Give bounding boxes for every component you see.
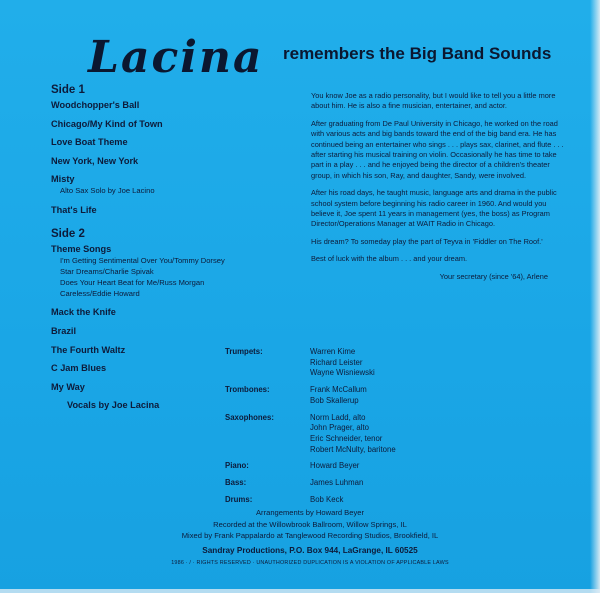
role-label: Trombones: [225,385,270,395]
track-item: C Jam Blues [51,363,107,374]
theme-song-item: Star Dreams/Charlie Spivak [60,266,154,276]
liner-paragraph: Best of luck with the album . . . and your dream. [311,254,468,264]
track-item: Theme Songs [51,244,112,255]
production-credits [160,507,460,570]
role-names [310,461,359,472]
liner-paragraph: After his road days, he taught music, language arts and drama in the public school system before beginning his radio career in 1960. And would you believe it, Joe spent 11 years in management (yes, the boss) as Program Director/Operations Manager at WAIT Radio in Chicago. [311,188,557,229]
album-subtitle: remembers the Big Band Sounds [283,44,552,63]
musician-name: Bob Keck [310,494,344,504]
track-item: Misty [51,174,75,185]
role-label: Saxophones: [225,412,274,422]
legal-notice: 1986 · / · RIGHTS RESERVED · UNAUTHORIZED DUPLICATION IS A VIOLATION OF APPLICABLE LAWS [171,560,449,567]
musician-name: John Prager, alto [310,423,369,433]
theme-song-item: Does Your Heart Beat for Me/Russ Morgan [60,277,205,287]
recording-credit: Recorded at the Willowbrook Ballroom, Willow Springs, IL [213,519,407,529]
arrangements-credit: Arrangements by Howard Beyer [255,508,365,517]
theme-song-item: Careless/Eddie Howard [60,288,140,298]
theme-songs-list [51,256,291,299]
band-personnel [225,347,396,511]
track-item: That's Life [51,205,97,216]
track-note: Alto Sax Solo by Joe Lacino [60,186,155,196]
track-item: Mack the Knife [51,307,116,318]
liner-signature: Your secretary (since '64), Arlene [439,271,548,281]
track-item: Chicago/My Kind of Town [51,118,163,129]
side-2-heading: Side 2 [51,228,85,241]
side-1-heading: Side 1 [51,84,85,96]
personnel-group-trumpets [225,347,396,379]
personnel-group-saxophones [225,413,396,456]
liner-paragraph: After graduating from De Paul University in Chicago, he worked on the road with various acts and big bands toward the end of the big band era. He has continued being an entertainer who sings . . . plays sax, clarinet, and flute . . . after starting his musical training on violin. Occasionally he has time to take part in a play . . . and he enjoyed being the director of a children's theater group, in which his son, Ray, and daughter, Sandy, were involved. [311,118,564,180]
sleeve-edge [590,0,600,593]
musician-name: Norm Ladd, alto [310,412,366,422]
musician-name: Robert McNulty, baritone [310,444,396,454]
role-label: Piano: [225,461,249,471]
musician-name: James Luhman [310,478,364,488]
track-item: My Way [51,381,85,392]
label-address: Sandray Productions, P.O. Box 944, LaGrange, IL 60525 [202,545,418,555]
track-note-group [51,186,291,197]
musician-name: Wayne Wisniewski [310,368,375,378]
role-names [310,413,396,456]
artist-logo: Lacina [88,32,264,83]
personnel-group-bass [225,478,396,489]
role-names [310,347,375,379]
mixing-credit: Mixed by Frank Pappalardo at Tanglewood Recording Studios, Brookfield, IL [181,531,439,541]
musician-name: Richard Leister [310,357,363,367]
personnel-group-drums [225,495,396,506]
role-label: Drums: [225,494,253,504]
musician-name: Warren Kime [310,347,356,356]
liner-paragraph: His dream? To someday play the part of Teyva in 'Fiddler on The Roof.' [311,236,543,246]
liner-paragraph: You know Joe as a radio personality, but I would like to tell you a little more about him. He is also a fine musician, entertainer, and actor. [311,91,556,111]
role-label: Trumpets: [225,347,263,356]
liner-notes [311,91,564,289]
musician-name: Bob Skallerup [310,395,359,405]
musician-name: Howard Beyer [310,461,360,471]
role-names [310,495,343,506]
sleeve-bottom-edge [0,589,600,593]
role-names [310,385,367,406]
theme-song-item: I'm Getting Sentimental Over You/Tommy Dorsey [60,256,225,266]
musician-name: Frank McCallum [310,385,367,395]
personnel-group-trombones [225,385,396,406]
track-item: Brazil [51,325,77,336]
musician-name: Eric Schneider, tenor [310,433,383,443]
track-item: Love Boat Theme [51,137,128,148]
track-item: Woodchopper's Ball [51,100,140,110]
personnel-group-piano [225,461,396,472]
track-item: New York, New York [51,155,139,166]
track-item: The Fourth Waltz [51,344,126,355]
role-names [310,478,363,489]
vocals-credit: Vocals by Joe Lacina [67,400,160,411]
role-label: Bass: [225,478,247,488]
